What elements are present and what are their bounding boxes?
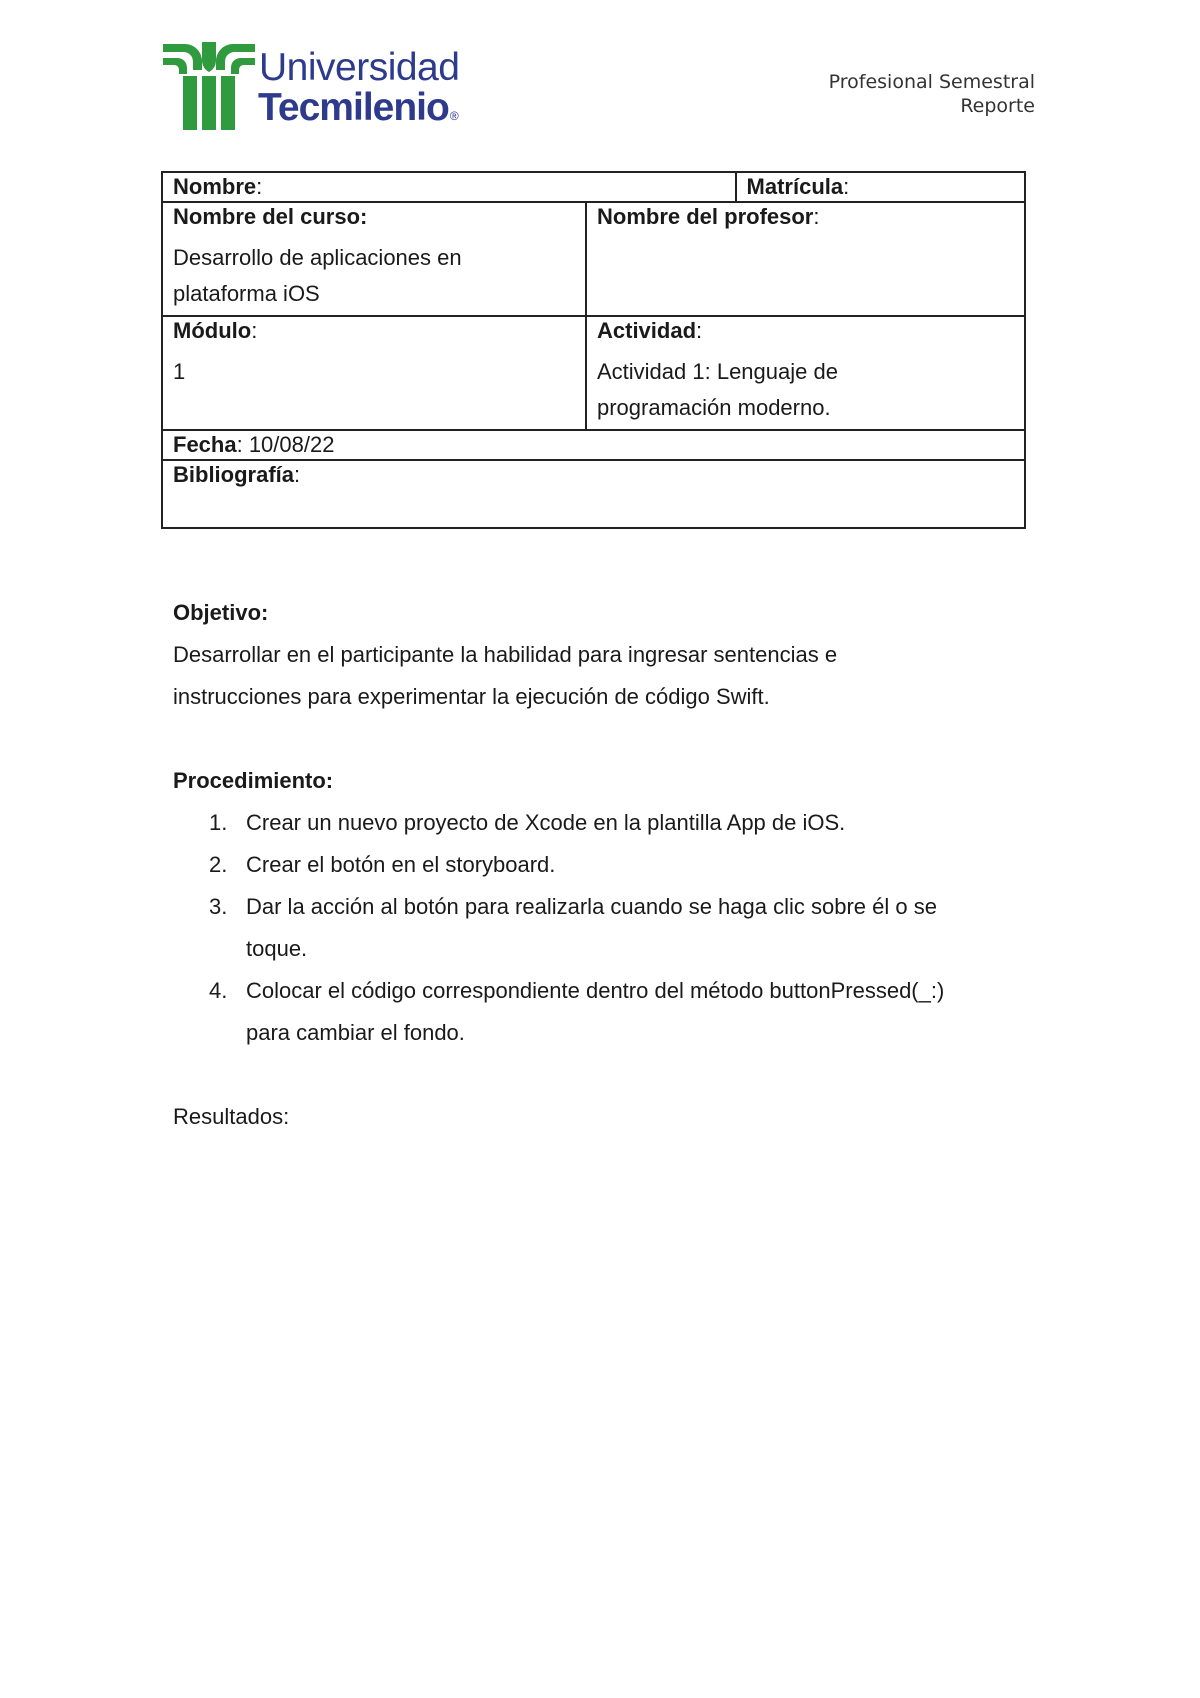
logo-line-tecmilenio [258,86,458,130]
step-text: Crear el botón en el storyboard. [246,852,556,877]
profesor-colon: : [813,204,820,229]
university-logo [163,40,493,132]
step-text: Dar la acción al botón para realizarla cuando se haga clic sobre él o se [246,894,937,919]
modulo-colon: : [251,318,258,343]
step-text: Colocar el código correspondiente dentro del método buttonPressed(_:) [246,978,945,1003]
matricula-label: Matrícula [746,174,844,199]
cell-fecha [162,430,1025,460]
step-number: 4. [209,978,228,1003]
fecha-value: : 10/08/22 [236,432,335,457]
curso-value-line-2: plataforma iOS [173,281,320,306]
matricula-colon: : [843,174,850,199]
header-program-info [829,70,1035,118]
step-text: Crear un nuevo proyecto de Xcode en la plantilla App de iOS. [246,810,846,835]
procedimiento-list [173,802,1033,1054]
step-number: 2. [209,852,228,877]
objetivo-line-1: Desarrollar en el participante la habilidad para ingresar sentencias e [173,642,838,667]
list-item [173,886,1033,970]
report-type: Reporte [960,95,1035,117]
cell-actividad [586,316,1025,430]
student-info-table [161,171,1026,529]
actividad-label: Actividad [597,318,697,343]
cell-modulo [162,316,586,430]
actividad-value-line-1: Actividad 1: Lenguaje de [597,359,838,384]
row-bibliografia [162,460,1025,528]
bibliografia-label: Bibliografía [173,462,295,487]
objetivo-heading: Objetivo: [173,600,269,625]
nombre-colon: : [256,174,263,199]
logo-line-universidad: Universidad [259,46,460,89]
row-fecha [162,430,1025,460]
report-body [173,592,1033,1138]
objetivo-line-2: instrucciones para experimentar la ejecución de código Swift. [173,684,770,709]
list-item [173,970,1033,1054]
registered-mark: ® [449,109,458,123]
step-number: 1. [209,810,228,835]
actividad-value-line-2: programación moderno. [597,395,831,420]
resultados-label: Resultados: [173,1104,290,1129]
row-curso [162,202,1025,316]
list-item [173,844,1033,886]
row-modulo [162,316,1025,430]
step-text-continued: toque. [246,936,308,961]
cell-curso [162,202,586,316]
profesor-label: Nombre del profesor [597,204,814,229]
cell-nombre [162,172,736,202]
list-item [173,802,1033,844]
step-number: 3. [209,894,228,919]
cell-profesor [586,202,1025,316]
row-nombre [162,172,1025,202]
program-type: Profesional Semestral [828,71,1035,93]
step-text-continued: para cambiar el fondo. [246,1020,465,1045]
procedimiento-heading: Procedimiento: [173,768,334,793]
nombre-label: Nombre [173,174,257,199]
modulo-value: 1 [173,359,186,384]
curso-label: Nombre del curso: [173,204,368,229]
curso-value-line-1: Desarrollo de aplicaciones en [173,245,462,270]
fecha-label: Fecha [173,432,237,457]
cell-bibliografia [162,460,1025,528]
logo-wordmark: Tecmilenio [258,86,449,129]
bibliografia-colon: : [294,462,301,487]
logo-emblem-icon [163,42,255,132]
modulo-label: Módulo [173,318,252,343]
cell-matricula [736,172,1025,202]
actividad-colon: : [696,318,703,343]
